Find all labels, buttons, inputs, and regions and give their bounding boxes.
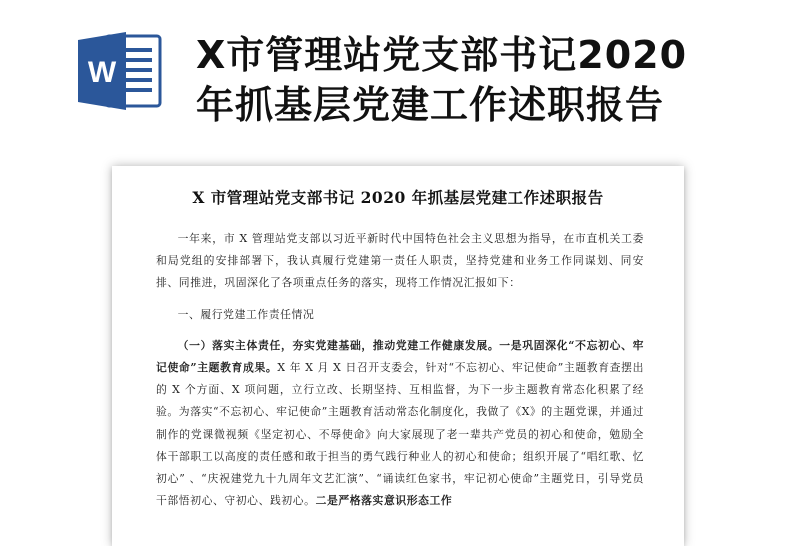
paragraph-next-bold: 二是严格落实意识形态工作	[315, 494, 453, 508]
intro-paragraph: 一年来，市 X 管理站党支部以习近平新时代中国特色社会主义思想为指导，在市直机关工委和局党组的安排部署下，我认真履行党建第一责任人职责，坚持党建和业务工作同谋划、同安排、同推进，巩固深化了各项重点任务的落实，现将工作情况汇报如下：	[156, 232, 644, 290]
document-title: X 市管理站党支部书记 2020 年抓基层党建工作述职报告	[192, 188, 604, 207]
page-title-line-2: 年抓基层党建工作述职报告	[196, 83, 665, 127]
section-heading: 一、履行党建工作责任情况	[177, 307, 315, 321]
document-body	[156, 228, 644, 512]
paragraph-body-text: X 年 X 月 X 日召开支委会，针对“不忘初心、牢记使命”主题教育查摆出的 X 个方面、X 项问题，立行立改、长期坚持、互相监督，为下一步主题教育常态化积累了经验。为落实“不忘初心、牢记使命”主题教育活动常态化制度化，我做了《X》的主题党课，并通过制作的党课微视频《坚定初心、不辱使命》向大家展现了老一辈共产党员的初心和使命，勉励全体干部职工以高度的责任感和敢于担当的勇气践行种业人的初心和使命；组织开展了“唱红歌、忆初心” 、“庆祝建党九十九周年文艺汇演”、“诵读红色家书，牢记初心使命”主题党日，引导党员干部悟初心、守初心、践初心。	[156, 361, 644, 508]
word-logo-letter: W	[87, 56, 117, 89]
document-preview-page	[112, 166, 684, 546]
page-title	[196, 30, 786, 130]
page-title-line-1: X市管理站党支部书记2020	[196, 33, 688, 77]
section-paragraph	[156, 335, 644, 513]
word-document-icon	[76, 30, 166, 112]
paragraph-lead-bold: （一）落实主体责任，夯实党建基础，推动党建工作健康发展。一是巩固深化“不忘初心、牢记使命”主题教育成果。	[156, 338, 644, 375]
